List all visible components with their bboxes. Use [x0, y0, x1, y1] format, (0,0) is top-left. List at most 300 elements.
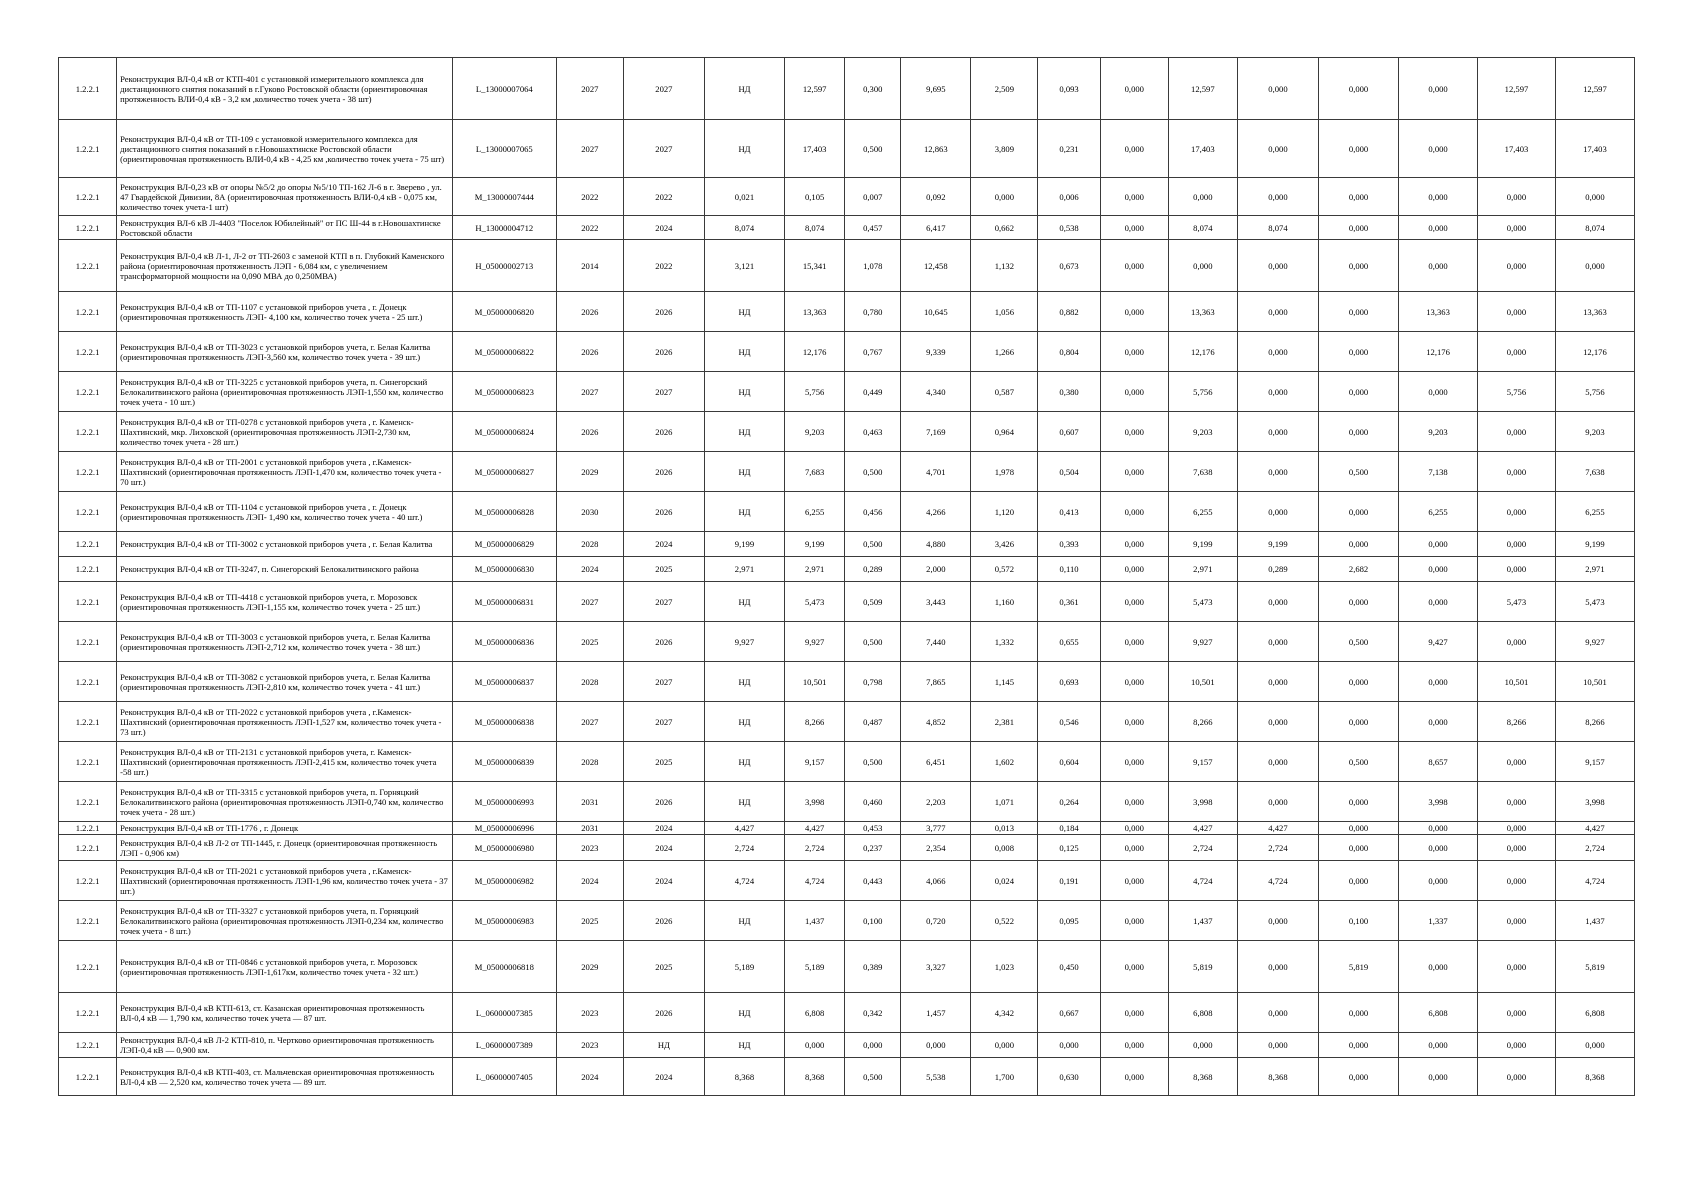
project-code-cell: M_05000006831: [452, 582, 556, 622]
value-col-17-cell: 0,000: [1478, 822, 1556, 835]
value-col-6-cell: 4,724: [704, 861, 784, 901]
project-description-cell: Реконструкция ВЛ-0,4 кВ от ТП-0278 с установкой приборов учета , г. Каменск-Шахтинский, мкр. Лиховской (ориентировочная протяженность ЛЭП-2,730 км, количество точек учета - 28 шт.): [117, 412, 453, 452]
value-col-13-cell: 0,000: [1168, 178, 1237, 216]
value-col-13-cell: 6,808: [1168, 993, 1237, 1033]
value-col-14-cell: 0,000: [1237, 941, 1318, 993]
value-col-16-cell: 0,000: [1399, 532, 1478, 557]
value-col-10-cell: 0,008: [971, 835, 1038, 861]
value-col-9-cell: 9,695: [901, 58, 971, 120]
value-col-9-cell: 2,000: [901, 557, 971, 582]
value-col-17-cell: 0,000: [1478, 993, 1556, 1033]
end-year-cell: 2027: [623, 58, 704, 120]
value-col-7-cell: 12,176: [785, 332, 845, 372]
table-row: [59, 372, 1635, 412]
value-col-6-cell: НД: [704, 492, 784, 532]
value-col-13-cell: 4,427: [1168, 822, 1237, 835]
item-number-cell: 1.2.2.1: [59, 178, 117, 216]
value-col-8-cell: 0,300: [845, 58, 901, 120]
table-row: [59, 582, 1635, 622]
value-col-18-cell: 4,724: [1555, 861, 1634, 901]
value-col-7-cell: 10,501: [785, 662, 845, 702]
value-col-16-cell: 9,203: [1399, 412, 1478, 452]
value-col-8-cell: 0,767: [845, 332, 901, 372]
value-col-18-cell: 0,000: [1555, 178, 1634, 216]
value-col-13-cell: 6,255: [1168, 492, 1237, 532]
project-description-cell: Реконструкция ВЛ-0,4 кВ от ТП-109 с установкой измерительного комплекса для дистанционного снятия показаний в г.Новошахтинске Ростовской области (ориентировочная протяженность ВЛИ-0,4 кВ - 4,25 км ,количество точек учета - 75 шт): [117, 120, 453, 178]
start-year-cell: 2027: [556, 582, 623, 622]
project-code-cell: M_05000006837: [452, 662, 556, 702]
value-col-14-cell: 0,000: [1237, 332, 1318, 372]
value-col-14-cell: 0,000: [1237, 993, 1318, 1033]
value-col-14-cell: 0,000: [1237, 240, 1318, 292]
value-col-16-cell: 13,363: [1399, 292, 1478, 332]
end-year-cell: 2024: [623, 1058, 704, 1096]
value-col-12-cell: 0,000: [1100, 216, 1168, 240]
value-col-18-cell: 2,724: [1555, 835, 1634, 861]
value-col-8-cell: 0,500: [845, 120, 901, 178]
value-col-6-cell: 5,189: [704, 941, 784, 993]
value-col-14-cell: 0,289: [1237, 557, 1318, 582]
value-col-18-cell: 2,971: [1555, 557, 1634, 582]
item-number-cell: 1.2.2.1: [59, 901, 117, 941]
start-year-cell: 2024: [556, 861, 623, 901]
value-col-12-cell: 0,000: [1100, 452, 1168, 492]
value-col-18-cell: 9,203: [1555, 412, 1634, 452]
value-col-10-cell: 1,023: [971, 941, 1038, 993]
value-col-11-cell: 0,604: [1038, 742, 1101, 782]
value-col-17-cell: 0,000: [1478, 901, 1556, 941]
table-row: [59, 662, 1635, 702]
value-col-6-cell: 8,368: [704, 1058, 784, 1096]
value-col-16-cell: 0,000: [1399, 662, 1478, 702]
value-col-12-cell: 0,000: [1100, 120, 1168, 178]
investment-program-table: [58, 57, 1635, 1096]
value-col-11-cell: 0,655: [1038, 622, 1101, 662]
start-year-cell: 2025: [556, 622, 623, 662]
project-description-cell: Реконструкция ВЛ-0,4 кВ Л-2 КТП-810, п. Чертково ориентировочная протяженность ЛЭП-0,4 кВ — 0,900 км.: [117, 1033, 453, 1058]
value-col-15-cell: 0,000: [1319, 178, 1399, 216]
value-col-14-cell: 0,000: [1237, 412, 1318, 452]
value-col-17-cell: 17,403: [1478, 120, 1556, 178]
project-code-cell: M_05000006823: [452, 372, 556, 412]
value-col-11-cell: 0,264: [1038, 782, 1101, 822]
value-col-15-cell: 0,000: [1319, 332, 1399, 372]
value-col-11-cell: 0,607: [1038, 412, 1101, 452]
project-code-cell: M_05000006838: [452, 702, 556, 742]
value-col-18-cell: 8,368: [1555, 1058, 1634, 1096]
value-col-14-cell: 0,000: [1237, 492, 1318, 532]
value-col-9-cell: 3,443: [901, 582, 971, 622]
project-code-cell: M_13000007444: [452, 178, 556, 216]
value-col-8-cell: 0,007: [845, 178, 901, 216]
value-col-6-cell: НД: [704, 702, 784, 742]
project-description-cell: Реконструкция ВЛ-0,4 кВ Л-2 от ТП-1445, г. Донецк (ориентировочная протяженность ЛЭП - 0,906 км): [117, 835, 453, 861]
value-col-9-cell: 2,203: [901, 782, 971, 822]
value-col-10-cell: 2,509: [971, 58, 1038, 120]
start-year-cell: 2027: [556, 120, 623, 178]
value-col-6-cell: 9,199: [704, 532, 784, 557]
value-col-12-cell: 0,000: [1100, 332, 1168, 372]
value-col-7-cell: 5,756: [785, 372, 845, 412]
table-row: [59, 178, 1635, 216]
value-col-8-cell: 0,487: [845, 702, 901, 742]
value-col-10-cell: 1,602: [971, 742, 1038, 782]
value-col-17-cell: 0,000: [1478, 861, 1556, 901]
start-year-cell: 2029: [556, 941, 623, 993]
project-description-cell: Реконструкция ВЛ-0,4 кВ от ТП-3327 с установкой приборов учета, п. Горняцкий Белокалитвинского района (ориентировочная протяженность ЛЭП-0,234 км, количество точек учета - 8 шт.): [117, 901, 453, 941]
project-code-cell: L_06000007385: [452, 993, 556, 1033]
value-col-9-cell: 7,440: [901, 622, 971, 662]
end-year-cell: 2022: [623, 178, 704, 216]
value-col-12-cell: 0,000: [1100, 782, 1168, 822]
value-col-10-cell: 0,024: [971, 861, 1038, 901]
value-col-7-cell: 4,724: [785, 861, 845, 901]
item-number-cell: 1.2.2.1: [59, 120, 117, 178]
value-col-12-cell: 0,000: [1100, 941, 1168, 993]
value-col-17-cell: 0,000: [1478, 240, 1556, 292]
project-description-cell: Реконструкция ВЛ-0,4 кВ от ТП-1776 , г. Донецк: [117, 822, 453, 835]
value-col-13-cell: 0,000: [1168, 1033, 1237, 1058]
start-year-cell: 2028: [556, 662, 623, 702]
value-col-10-cell: 0,572: [971, 557, 1038, 582]
value-col-11-cell: 0,000: [1038, 1033, 1101, 1058]
value-col-6-cell: 2,724: [704, 835, 784, 861]
value-col-14-cell: 0,000: [1237, 452, 1318, 492]
value-col-15-cell: 0,000: [1319, 292, 1399, 332]
value-col-15-cell: 5,819: [1319, 941, 1399, 993]
value-col-7-cell: 3,998: [785, 782, 845, 822]
value-col-17-cell: 5,473: [1478, 582, 1556, 622]
project-description-cell: Реконструкция ВЛ-0,4 кВ от ТП-2131 с установкой приборов учета, г. Каменск-Шахтинский (ориентировочная протяженность ЛЭП-2,415 км, количество точек учета -58 шт.): [117, 742, 453, 782]
value-col-11-cell: 0,006: [1038, 178, 1101, 216]
value-col-8-cell: 0,389: [845, 941, 901, 993]
value-col-16-cell: 0,000: [1399, 1033, 1478, 1058]
value-col-9-cell: 4,340: [901, 372, 971, 412]
project-description-cell: Реконструкция ВЛ-0,4 кВ от ТП-3225 с установкой приборов учета, п. Синегорский Белокалитвинского района (ориентировочная протяженность ЛЭП-1,550 км, количество точек учета - 10 шт.): [117, 372, 453, 412]
value-col-13-cell: 9,157: [1168, 742, 1237, 782]
value-col-18-cell: 9,927: [1555, 622, 1634, 662]
value-col-9-cell: 0,000: [901, 1033, 971, 1058]
item-number-cell: 1.2.2.1: [59, 292, 117, 332]
value-col-11-cell: 0,538: [1038, 216, 1101, 240]
table-row: [59, 492, 1635, 532]
end-year-cell: 2024: [623, 532, 704, 557]
value-col-13-cell: 8,266: [1168, 702, 1237, 742]
value-col-8-cell: 0,457: [845, 216, 901, 240]
end-year-cell: 2026: [623, 492, 704, 532]
value-col-15-cell: 0,000: [1319, 1033, 1399, 1058]
value-col-9-cell: 4,880: [901, 532, 971, 557]
value-col-11-cell: 0,630: [1038, 1058, 1101, 1096]
value-col-6-cell: НД: [704, 58, 784, 120]
value-col-8-cell: 0,509: [845, 582, 901, 622]
value-col-16-cell: 6,808: [1399, 993, 1478, 1033]
value-col-8-cell: 0,780: [845, 292, 901, 332]
value-col-11-cell: 0,380: [1038, 372, 1101, 412]
value-col-18-cell: 12,176: [1555, 332, 1634, 372]
value-col-12-cell: 0,000: [1100, 492, 1168, 532]
value-col-17-cell: 0,000: [1478, 557, 1556, 582]
value-col-7-cell: 9,927: [785, 622, 845, 662]
value-col-10-cell: 1,132: [971, 240, 1038, 292]
value-col-10-cell: 1,332: [971, 622, 1038, 662]
value-col-15-cell: 0,500: [1319, 742, 1399, 782]
value-col-16-cell: 0,000: [1399, 58, 1478, 120]
value-col-11-cell: 0,393: [1038, 532, 1101, 557]
item-number-cell: 1.2.2.1: [59, 822, 117, 835]
value-col-11-cell: 0,095: [1038, 901, 1101, 941]
value-col-12-cell: 0,000: [1100, 532, 1168, 557]
table-row: [59, 557, 1635, 582]
project-code-cell: M_05000006980: [452, 835, 556, 861]
value-col-18-cell: 10,501: [1555, 662, 1634, 702]
value-col-9-cell: 3,777: [901, 822, 971, 835]
table-row: [59, 532, 1635, 557]
value-col-9-cell: 1,457: [901, 993, 971, 1033]
value-col-6-cell: 9,927: [704, 622, 784, 662]
item-number-cell: 1.2.2.1: [59, 1033, 117, 1058]
project-code-cell: M_05000006829: [452, 532, 556, 557]
value-col-13-cell: 13,363: [1168, 292, 1237, 332]
item-number-cell: 1.2.2.1: [59, 532, 117, 557]
value-col-17-cell: 0,000: [1478, 216, 1556, 240]
start-year-cell: 2028: [556, 532, 623, 557]
start-year-cell: 2027: [556, 372, 623, 412]
value-col-14-cell: 4,427: [1237, 822, 1318, 835]
value-col-13-cell: 9,203: [1168, 412, 1237, 452]
value-col-15-cell: 0,000: [1319, 835, 1399, 861]
value-col-15-cell: 0,000: [1319, 532, 1399, 557]
start-year-cell: 2026: [556, 292, 623, 332]
value-col-17-cell: 12,597: [1478, 58, 1556, 120]
table-row: [59, 332, 1635, 372]
value-col-13-cell: 1,437: [1168, 901, 1237, 941]
value-col-16-cell: 0,000: [1399, 372, 1478, 412]
value-col-18-cell: 0,000: [1555, 1033, 1634, 1058]
table-row: [59, 240, 1635, 292]
start-year-cell: 2025: [556, 901, 623, 941]
start-year-cell: 2024: [556, 1058, 623, 1096]
value-col-18-cell: 8,266: [1555, 702, 1634, 742]
value-col-8-cell: 0,460: [845, 782, 901, 822]
value-col-12-cell: 0,000: [1100, 412, 1168, 452]
value-col-13-cell: 5,819: [1168, 941, 1237, 993]
value-col-16-cell: 6,255: [1399, 492, 1478, 532]
value-col-8-cell: 0,500: [845, 622, 901, 662]
value-col-13-cell: 12,597: [1168, 58, 1237, 120]
value-col-16-cell: 0,000: [1399, 240, 1478, 292]
value-col-10-cell: 3,426: [971, 532, 1038, 557]
value-col-16-cell: 0,000: [1399, 120, 1478, 178]
value-col-14-cell: 0,000: [1237, 120, 1318, 178]
table-row: [59, 941, 1635, 993]
value-col-12-cell: 0,000: [1100, 861, 1168, 901]
value-col-15-cell: 0,100: [1319, 901, 1399, 941]
value-col-7-cell: 4,427: [785, 822, 845, 835]
value-col-17-cell: 10,501: [1478, 662, 1556, 702]
value-col-17-cell: 5,756: [1478, 372, 1556, 412]
item-number-cell: 1.2.2.1: [59, 835, 117, 861]
project-code-cell: M_05000006982: [452, 861, 556, 901]
value-col-7-cell: 7,683: [785, 452, 845, 492]
value-col-8-cell: 0,100: [845, 901, 901, 941]
table-row: [59, 120, 1635, 178]
end-year-cell: 2027: [623, 662, 704, 702]
value-col-12-cell: 0,000: [1100, 662, 1168, 702]
item-number-cell: 1.2.2.1: [59, 782, 117, 822]
end-year-cell: 2027: [623, 702, 704, 742]
start-year-cell: 2029: [556, 452, 623, 492]
value-col-15-cell: 0,000: [1319, 120, 1399, 178]
value-col-6-cell: НД: [704, 1033, 784, 1058]
value-col-6-cell: НД: [704, 332, 784, 372]
item-number-cell: 1.2.2.1: [59, 557, 117, 582]
start-year-cell: 2022: [556, 216, 623, 240]
value-col-11-cell: 0,673: [1038, 240, 1101, 292]
project-description-cell: Реконструкция ВЛ-0,4 кВ от ТП-3023 с установкой приборов учета, г. Белая Калитва (ориентировочная протяженность ЛЭП-3,560 км, количество точек учета - 39 шт.): [117, 332, 453, 372]
value-col-8-cell: 0,449: [845, 372, 901, 412]
value-col-8-cell: 0,798: [845, 662, 901, 702]
value-col-13-cell: 9,927: [1168, 622, 1237, 662]
project-description-cell: Реконструкция ВЛ-0,4 кВ от ТП-3003 с установкой приборов учета, г. Белая Калитва (ориентировочная протяженность ЛЭП-2,712 км, количество точек учета - 38 шт.): [117, 622, 453, 662]
project-description-cell: Реконструкция ВЛ-0,4 кВ от ТП-3082 с установкой приборов учета, г. Белая Калитва (ориентировочная протяженность ЛЭП-2,810 км, количество точек учета - 41 шт.): [117, 662, 453, 702]
value-col-18-cell: 5,473: [1555, 582, 1634, 622]
value-col-17-cell: 0,000: [1478, 292, 1556, 332]
value-col-14-cell: 0,000: [1237, 901, 1318, 941]
table-row: [59, 292, 1635, 332]
end-year-cell: 2026: [623, 901, 704, 941]
table-row: [59, 742, 1635, 782]
value-col-11-cell: 0,413: [1038, 492, 1101, 532]
value-col-6-cell: 4,427: [704, 822, 784, 835]
end-year-cell: 2022: [623, 240, 704, 292]
value-col-14-cell: 0,000: [1237, 178, 1318, 216]
value-col-17-cell: 0,000: [1478, 1033, 1556, 1058]
value-col-13-cell: 4,724: [1168, 861, 1237, 901]
value-col-17-cell: 0,000: [1478, 782, 1556, 822]
start-year-cell: 2023: [556, 835, 623, 861]
value-col-14-cell: 0,000: [1237, 292, 1318, 332]
value-col-13-cell: 5,473: [1168, 582, 1237, 622]
end-year-cell: 2026: [623, 452, 704, 492]
value-col-7-cell: 13,363: [785, 292, 845, 332]
project-code-cell: M_05000006820: [452, 292, 556, 332]
value-col-17-cell: 0,000: [1478, 492, 1556, 532]
project-code-cell: M_05000006836: [452, 622, 556, 662]
value-col-14-cell: 0,000: [1237, 662, 1318, 702]
table-row: [59, 412, 1635, 452]
value-col-9-cell: 6,417: [901, 216, 971, 240]
value-col-11-cell: 0,450: [1038, 941, 1101, 993]
value-col-6-cell: НД: [704, 412, 784, 452]
value-col-6-cell: НД: [704, 993, 784, 1033]
start-year-cell: 2030: [556, 492, 623, 532]
value-col-17-cell: 0,000: [1478, 1058, 1556, 1096]
end-year-cell: 2027: [623, 372, 704, 412]
item-number-cell: 1.2.2.1: [59, 216, 117, 240]
value-col-9-cell: 4,066: [901, 861, 971, 901]
value-col-7-cell: 9,199: [785, 532, 845, 557]
value-col-9-cell: 4,701: [901, 452, 971, 492]
project-code-cell: M_05000006822: [452, 332, 556, 372]
value-col-12-cell: 0,000: [1100, 582, 1168, 622]
value-col-6-cell: НД: [704, 901, 784, 941]
value-col-6-cell: 3,121: [704, 240, 784, 292]
value-col-16-cell: 0,000: [1399, 1058, 1478, 1096]
value-col-18-cell: 5,819: [1555, 941, 1634, 993]
value-col-8-cell: 0,456: [845, 492, 901, 532]
value-col-15-cell: 0,000: [1319, 861, 1399, 901]
table-row: [59, 58, 1635, 120]
start-year-cell: 2027: [556, 702, 623, 742]
value-col-11-cell: 0,804: [1038, 332, 1101, 372]
value-col-9-cell: 7,169: [901, 412, 971, 452]
end-year-cell: 2027: [623, 120, 704, 178]
value-col-10-cell: 1,266: [971, 332, 1038, 372]
project-description-cell: Реконструкция ВЛ-0,4 кВ от ТП-2001 с установкой приборов учета , г.Каменск-Шахтинский (ориентировочная протяженность ЛЭП-1,470 км, количество точек учета - 70 шт.): [117, 452, 453, 492]
value-col-14-cell: 0,000: [1237, 1033, 1318, 1058]
project-code-cell: M_05000006993: [452, 782, 556, 822]
value-col-7-cell: 8,368: [785, 1058, 845, 1096]
value-col-12-cell: 0,000: [1100, 822, 1168, 835]
value-col-13-cell: 7,638: [1168, 452, 1237, 492]
end-year-cell: 2025: [623, 557, 704, 582]
value-col-12-cell: 0,000: [1100, 702, 1168, 742]
value-col-16-cell: 0,000: [1399, 941, 1478, 993]
value-col-17-cell: 0,000: [1478, 178, 1556, 216]
value-col-17-cell: 0,000: [1478, 622, 1556, 662]
project-description-cell: Реконструкция ВЛ-0,4 кВ КТП-613, ст. Казанская ориентировочная протяженность ВЛ-0,4 кВ — 1,790 км, количество точек учета — 87 шт.: [117, 993, 453, 1033]
end-year-cell: 2026: [623, 292, 704, 332]
value-col-18-cell: 8,074: [1555, 216, 1634, 240]
value-col-16-cell: 0,000: [1399, 822, 1478, 835]
value-col-6-cell: НД: [704, 742, 784, 782]
project-description-cell: Реконструкция ВЛ-0,4 кВ от ТП-2021 с установкой приборов учета , г.Каменск-Шахтинский (ориентировочная протяженность ЛЭП-1,96 км, количество точек учета - 37 шт.): [117, 861, 453, 901]
item-number-cell: 1.2.2.1: [59, 662, 117, 702]
start-year-cell: 2031: [556, 782, 623, 822]
project-code-cell: M_05000006827: [452, 452, 556, 492]
value-col-7-cell: 2,724: [785, 835, 845, 861]
value-col-8-cell: 0,453: [845, 822, 901, 835]
value-col-9-cell: 4,852: [901, 702, 971, 742]
project-code-cell: L_13000007065: [452, 120, 556, 178]
value-col-9-cell: 4,266: [901, 492, 971, 532]
end-year-cell: НД: [623, 1033, 704, 1058]
project-description-cell: Реконструкция ВЛ-0,4 кВ от ТП-0846 с установкой приборов учета, г. Морозовск (ориентировочная протяженность ЛЭП-1,617км, количество точек учета - 32 шт.): [117, 941, 453, 993]
value-col-9-cell: 2,354: [901, 835, 971, 861]
value-col-10-cell: 2,381: [971, 702, 1038, 742]
value-col-7-cell: 8,266: [785, 702, 845, 742]
value-col-8-cell: 0,289: [845, 557, 901, 582]
value-col-14-cell: 0,000: [1237, 702, 1318, 742]
start-year-cell: 2023: [556, 1033, 623, 1058]
item-number-cell: 1.2.2.1: [59, 240, 117, 292]
end-year-cell: 2027: [623, 582, 704, 622]
value-col-14-cell: 0,000: [1237, 782, 1318, 822]
value-col-14-cell: 9,199: [1237, 532, 1318, 557]
value-col-9-cell: 12,863: [901, 120, 971, 178]
value-col-15-cell: 0,000: [1319, 240, 1399, 292]
project-code-cell: L_06000007405: [452, 1058, 556, 1096]
value-col-14-cell: 0,000: [1237, 622, 1318, 662]
item-number-cell: 1.2.2.1: [59, 58, 117, 120]
value-col-17-cell: 0,000: [1478, 452, 1556, 492]
value-col-18-cell: 0,000: [1555, 240, 1634, 292]
table-body: [59, 58, 1635, 1096]
value-col-11-cell: 0,125: [1038, 835, 1101, 861]
value-col-18-cell: 17,403: [1555, 120, 1634, 178]
value-col-8-cell: 0,500: [845, 1058, 901, 1096]
